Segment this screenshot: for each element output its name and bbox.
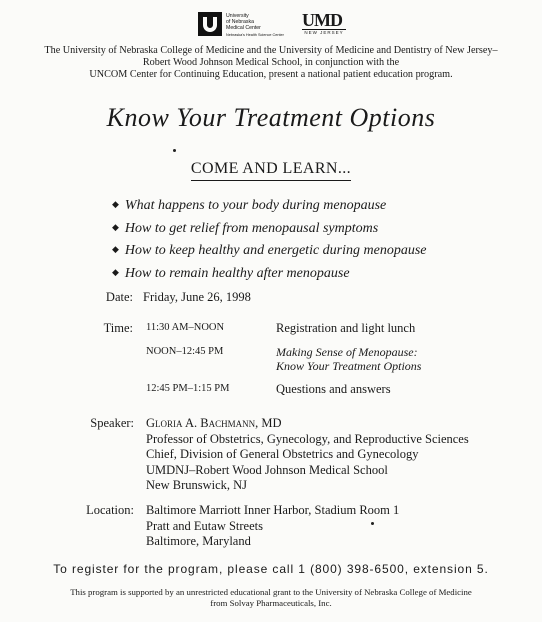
time-description <box>276 345 421 373</box>
topic-list <box>112 195 532 285</box>
umdnj-logo <box>302 11 352 41</box>
location-label: Location: <box>86 503 134 517</box>
unmc-logo-tagline: Nebraska's Health Science Center <box>226 33 284 37</box>
ink-dot <box>371 522 374 525</box>
unmc-logo <box>198 12 298 42</box>
time-slot: 12:45 PM–1:15 PM <box>146 383 230 394</box>
unmc-logo-icon <box>198 12 222 36</box>
sponsor-footer <box>20 587 522 608</box>
list-item: ◆ What happens to your body during menopause <box>112 195 532 218</box>
list-item: ◆ How to keep healthy and energetic during menopause <box>112 240 532 263</box>
date-label: Date: <box>105 290 133 304</box>
page-title: Know Your Treatment Options <box>106 103 436 132</box>
speaker-line: Professor of Obstetrics, Gynecology, and Reproductive Sciences <box>146 431 469 446</box>
footer-line: This program is supported by an unrestricted educational grant to the University of Nebraska College of Medicine <box>70 587 472 597</box>
footer-line: from Solvay Pharmaceuticals, Inc. <box>210 597 332 608</box>
speaker-line: New Brunswick, NJ <box>146 478 248 492</box>
unmc-logo-text: University of Nebraska Medical Center <box>226 13 261 31</box>
ink-dot <box>173 149 176 152</box>
speaker-line: UMDNJ–Robert Wood Johnson Medical School <box>146 462 388 477</box>
time-description: Registration and light lunch <box>276 321 416 335</box>
list-item: ◆ How to get relief from menopausal symptoms <box>112 218 532 241</box>
speaker-line: Chief, Division of General Obstetrics and Gynecology <box>146 447 419 461</box>
location-line: Baltimore Marriott Inner Harbor, Stadium Room 1 <box>146 503 400 517</box>
speaker-label: Speaker: <box>90 416 134 430</box>
intro-paragraph <box>8 45 534 81</box>
time-slot: 11:30 AM–NOON <box>146 322 225 333</box>
subtitle-text: COME AND LEARN... <box>191 160 351 181</box>
location-details <box>146 503 399 550</box>
time-description-line: Know Your Treatment Options <box>276 359 422 373</box>
time-label: Time: <box>103 321 133 335</box>
location-line: Pratt and Eutaw Streets <box>146 518 263 533</box>
intro-line: The University of Nebraska College of Medicine and the University of Medicine and Dentistry of New Jersey– <box>44 45 498 56</box>
location-line: Baltimore, Maryland <box>146 534 251 548</box>
list-item: ◆ How to remain healthy after menopause <box>112 263 532 286</box>
registration-note: To register for the program, please call 1 (800) 398-6500, extension 5. <box>53 562 489 576</box>
time-slot: NOON–12:45 PM <box>146 346 224 357</box>
date-value: Friday, June 26, 1998 <box>143 290 251 304</box>
umdnj-logo-text: UMD <box>302 10 342 30</box>
time-description-line: Making Sense of Menopause: <box>276 345 418 359</box>
speaker-name: Gloria A. Bachmann, MD <box>146 416 282 430</box>
intro-line: UNCOM Center for Continuing Education, present a national patient education program. <box>89 69 453 80</box>
subtitle <box>0 160 542 178</box>
speaker-details <box>146 416 469 494</box>
umdnj-logo-subtext: NEW JERSEY <box>302 29 346 35</box>
intro-line: Robert Wood Johnson Medical School, in conjunction with the <box>142 57 400 68</box>
time-description: Questions and answers <box>276 382 391 396</box>
